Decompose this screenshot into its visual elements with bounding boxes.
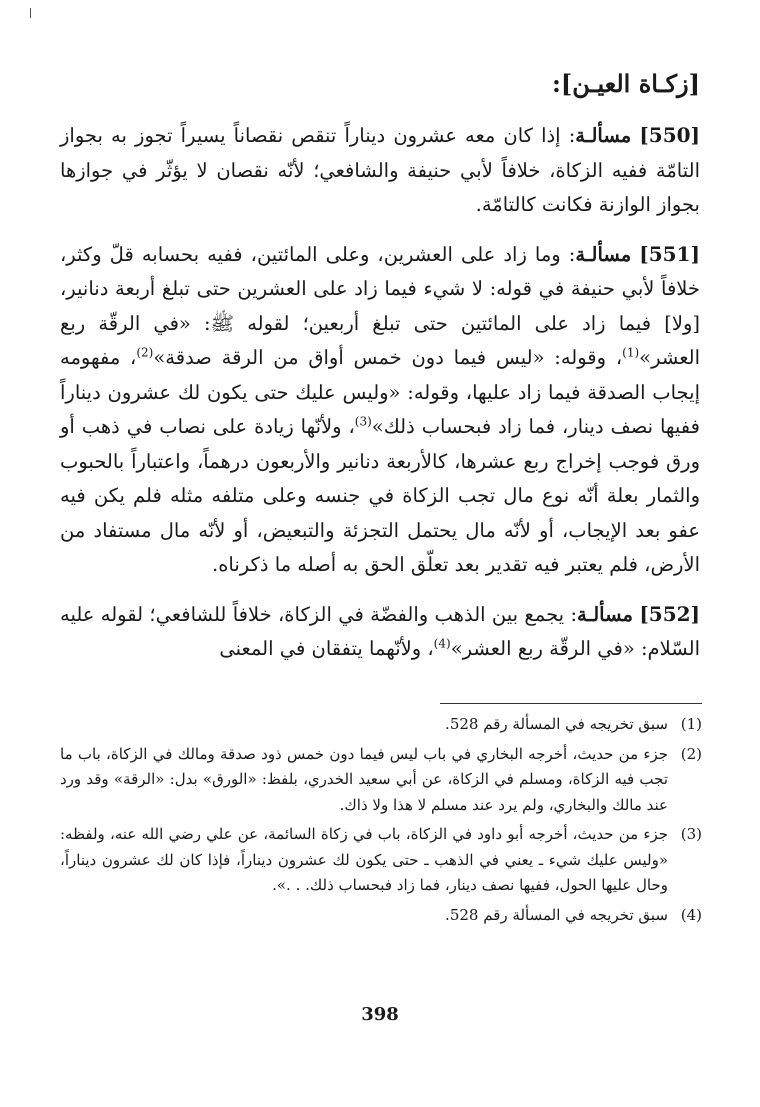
- issue-text: ، ولأنّهما يتفقان في المعنى: [219, 637, 434, 660]
- issue-label: مسألـة: [575, 124, 632, 147]
- issue-551: [60, 237, 700, 583]
- issue-text: ، مفهومه إيجاب الصدقة فيما زاد عليها، وقوله: «وليس عليك حتى يكون لك عشرون ديناراً ففيها نصف دينار، فما زاد فبحساب ذلك»: [60, 346, 700, 438]
- page-number: 398: [361, 1004, 399, 1025]
- issue-label: مسألـة: [575, 242, 632, 266]
- footnote: [60, 712, 702, 738]
- main-text: [60, 66, 700, 681]
- margin-tick: [30, 8, 31, 18]
- issue-label: مسألـة: [577, 602, 633, 626]
- footnote-ref[interactable]: (4): [433, 636, 451, 651]
- footnote-number: (2): [680, 744, 702, 763]
- issue-number: [552]: [639, 601, 700, 626]
- issue-number: [550]: [639, 123, 700, 147]
- footnote: [60, 742, 702, 819]
- section-title: [زكـاة العيـن]:: [552, 69, 700, 98]
- footnote-text: سبق تخريجه في المسألة رقم 528.: [445, 905, 668, 924]
- footnote-number: (1): [680, 715, 702, 733]
- issue-552: [60, 597, 700, 667]
- footnote-ref[interactable]: (3): [354, 414, 372, 429]
- issue-text: : يجمع بين الذهب والفضّة في الزكاة، خلافاً للشافعي؛ لقوله عليه السّلام: «في الرقّة ربع العشر»: [60, 602, 700, 660]
- footnote-text: سبق تخريجه في المسألة رقم 528.: [445, 715, 668, 733]
- footnote: [60, 822, 702, 899]
- footnote-text: جزء من حديث، أخرجه البخاري في باب ليس فيما دون خمس ذود صدقة ومالك في الزكاة، باب ما تجب فيه الزكاة، ومسلم في الزكاة، عن أبي سعيد الخدري، بلفظ: «الورق» بدل: «الرقة» وقد ورد عند مالك والبخاري، ولم يرد عند مسلم لا هذا ولا ذاك.: [60, 744, 669, 814]
- footnote-text: جزء من حديث، أخرجه أبو داود في الزكاة، باب في زكاة السائمة، عن علي رضي الله عنه، ولفظه: «وليس عليك شيء ـ يعني في الذهب ـ حتى يكون لك عشرون ديناراً، فإذا كان لك عشرون ديناراً، وحال عليها الحول، ففيها نصف دينار، فما زاد فبحساب ذلك. . .».: [60, 825, 668, 894]
- issue-text: : وما زاد على العشرين، وعلى المائتين، ففيه بحسابه قلّ وكثر، خلافاً لأبي حنيفة في قوله: لا شيء فيما زاد على العشرين حتى تبلغ أربعة دنانير، [ولا] فيما زاد على المائتين حتى تبلغ أربعين؛ لقوله ﷺ: «في الرقّة ربع العشر»: [60, 242, 700, 369]
- issue-text: ، ولأنّها زيادة على نصاب في ذهب أو ورق فوجب إخراج ربع عشرها، كالأربعة دنانير والأربعون درهماً، واعتباراً بالحبوب والثمار بعلة أنّه نوع مال تجب الزكاة في جنسه وعلى متلفه مثله فلم يكن فيه عفو بعد الإيجاب، أو لأنّه مال يحتمل التجزئة والتبعيض، أو لأنّه مال مستفاد من الأرض، فلم يعتبر فيه تقدير بعد تعلّق الحق به أصله ما ذكرناه.: [60, 415, 700, 576]
- footnote-ref[interactable]: (1): [622, 345, 640, 360]
- footnote-separator: [440, 703, 702, 704]
- footnote: [60, 903, 702, 929]
- footnote-number: (4): [680, 905, 702, 924]
- issue-number: [551]: [639, 241, 700, 266]
- footnotes: [60, 712, 702, 932]
- footnote-ref[interactable]: (2): [136, 345, 154, 360]
- issue-text: ، وقوله: «ليس فيما دون خمس أواق من الرقة صدقة»: [153, 346, 623, 369]
- footnote-number: (3): [680, 825, 702, 843]
- issue-text: : إذا كان معه عشرون ديناراً تنقص نقصاناً يسيراً تجوز به بجواز التامّة ففيه الزكاة، خلافاً لأبي حنيفة والشافعي؛ لأنّه نقصان لا يؤثّر في جوازها بجواز الوازنة فكانت كالتامّة.: [60, 124, 700, 216]
- issue-550: [60, 118, 700, 223]
